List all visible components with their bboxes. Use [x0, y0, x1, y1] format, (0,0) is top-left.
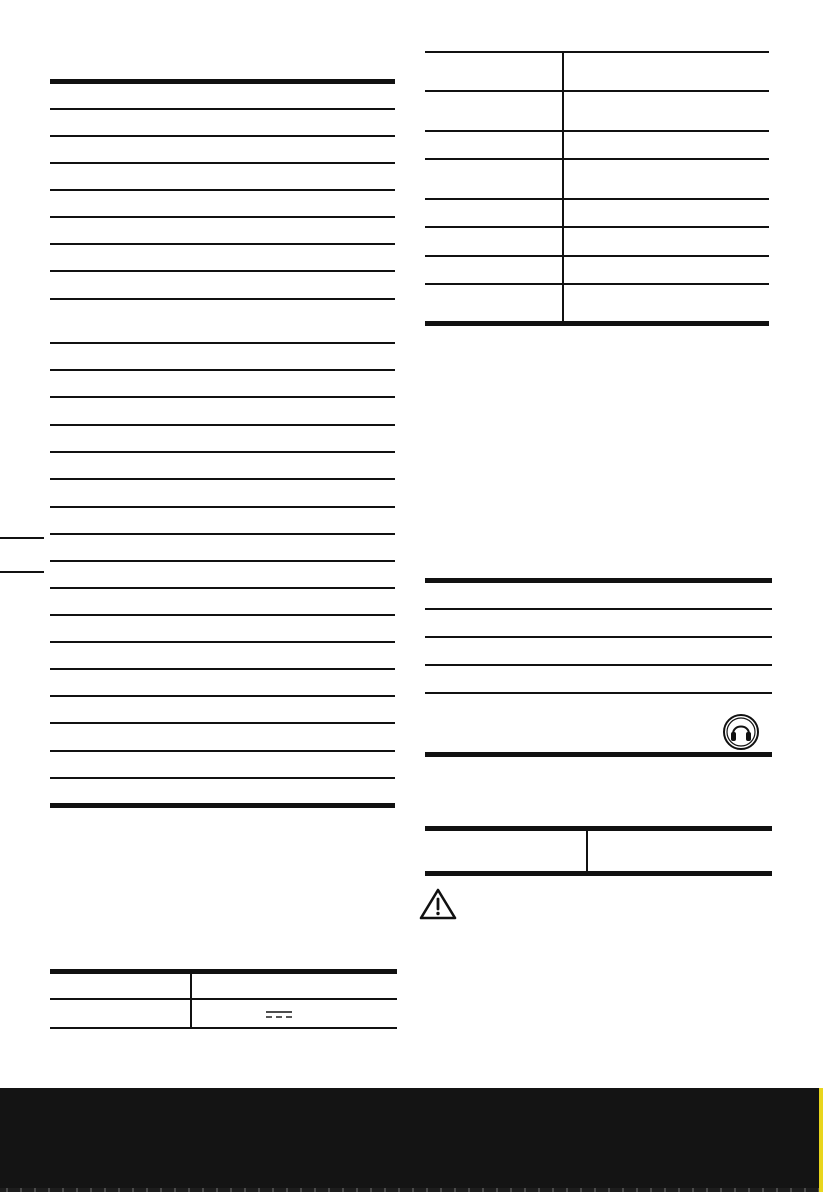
footer-dot-strip: [0, 1188, 823, 1192]
table-row-rule: [50, 189, 395, 191]
dc-current-symbol-icon: [264, 1010, 294, 1020]
table-row-rule: [50, 614, 395, 616]
table-row-rule: [50, 243, 395, 245]
noise-table-bottom-rule: [425, 752, 772, 757]
noise-table-row-rule: [425, 692, 772, 694]
parts-table-divider: [562, 51, 564, 321]
ear-protection-icon: [722, 713, 760, 751]
section-tick-bottom: [0, 571, 44, 573]
noise-table-row-rule: [425, 608, 772, 610]
parts-table-top-rule: [425, 51, 769, 53]
parts-table-row-rule: [425, 283, 769, 285]
table-top-rule: [50, 79, 395, 84]
page-footer-band: [0, 1088, 823, 1192]
parts-table-row-rule: [425, 226, 769, 228]
noise-table-row-rule: [425, 664, 772, 666]
table-row-rule: [50, 695, 395, 697]
table-row-rule: [50, 396, 395, 398]
table-row-rule: [50, 270, 395, 272]
table-row-rule: [50, 424, 395, 426]
battery-table-bottom-rule: [50, 1027, 397, 1029]
parts-table-row-rule: [425, 90, 769, 92]
section-tick-top: [0, 537, 44, 539]
battery-table-top-rule: [50, 969, 397, 974]
table-row-rule: [50, 668, 395, 670]
table-row-rule: [50, 750, 395, 752]
vibration-table-bottom-rule: [425, 871, 772, 876]
table-row-rule: [50, 533, 395, 535]
table-row-rule: [50, 342, 395, 344]
parts-table-row-rule: [425, 255, 769, 257]
parts-table-row-rule: [425, 158, 769, 160]
battery-table-divider: [190, 974, 192, 1027]
table-row-rule: [50, 298, 395, 300]
battery-table-row-rule: [50, 998, 397, 1000]
table-row-rule: [50, 722, 395, 724]
table-bottom-rule: [50, 803, 395, 808]
parts-table-row-rule: [425, 198, 769, 200]
table-row-rule: [50, 587, 395, 589]
table-row-rule: [50, 216, 395, 218]
table-row-rule: [50, 135, 395, 137]
table-row-rule: [50, 641, 395, 643]
table-row-rule: [50, 506, 395, 508]
vibration-table-top-rule: [425, 826, 772, 831]
noise-table-row-rule: [425, 636, 772, 638]
table-row-rule: [50, 777, 395, 779]
table-row-rule: [50, 560, 395, 562]
page-edge-marker: [819, 1088, 823, 1192]
noise-table-top-rule: [425, 578, 772, 583]
table-row-rule: [50, 478, 395, 480]
parts-table-row-rule: [425, 130, 769, 132]
table-row-rule: [50, 451, 395, 453]
vibration-table-divider: [586, 831, 588, 871]
parts-table-bottom-rule: [425, 321, 769, 326]
table-row-rule: [50, 162, 395, 164]
warning-triangle-icon: [418, 887, 458, 921]
table-row-rule: [50, 369, 395, 371]
table-row-rule: [50, 108, 395, 110]
